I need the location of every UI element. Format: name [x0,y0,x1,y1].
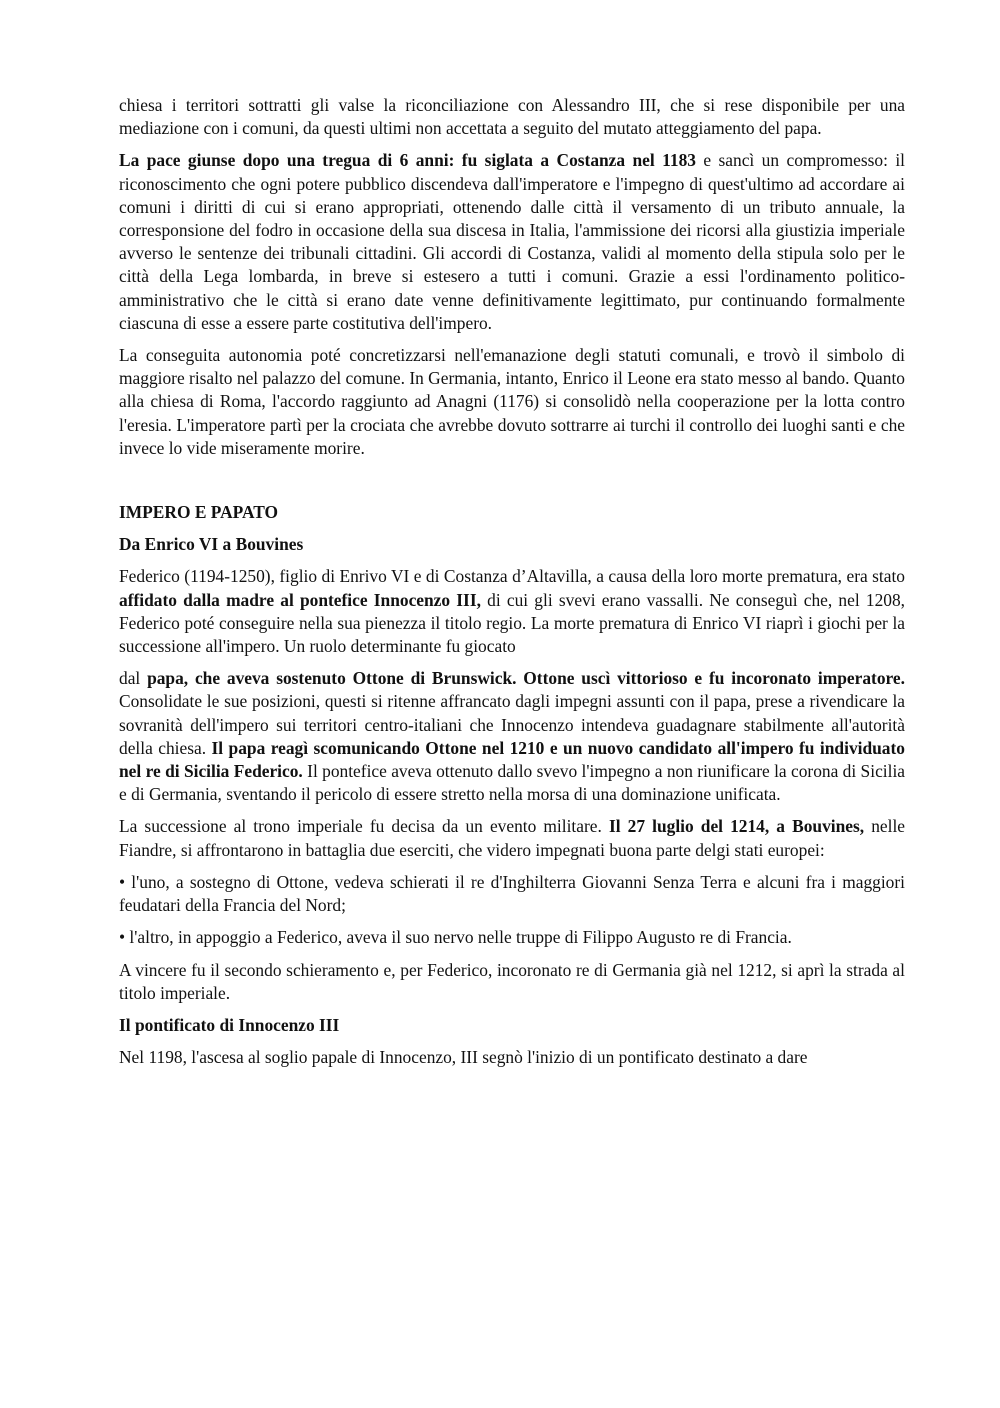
bold-text: Il papa reagì scomunicando Ottone nel 1210 e un nuovo candidato all'impero fu individuato nel re di Sicilia Federico. [119,737,905,782]
body-text: Consolidate le sue posizioni, questi si ritenne affrancato dagli impegni assunti con il papa, prese a rivendicare la sovranità dell'impero sui territori centro-italiani che Innocenzo intendeva guadagnare stabilmente all'autorità della chiesa. [119,691,905,758]
bullet-item-ottone-side: • l'uno, a sostegno di Ottone, vedeva schierati il re d'Inghilterra Giovanni Senza Terra e alcuni fra i maggiori feudatari della Francia del Nord; [119,871,905,916]
body-text: Il pontefice aveva ottenuto dallo svevo l'impegno a non riunificare la corona di Sicilia e di Germania, sventando il pericolo di essere stretto nella morsa di una dominazione unificata. [119,761,905,805]
paragraph-peace-of-constance [119,149,905,335]
body-text: di cui gli svevi erano vassalli. Ne conseguì che, nel 1208, Federico poté conseguire nella sua pienezza il titolo regio. La morte prematura di Enrico VI riaprì i giochi per la successione all'impero. Un ruolo determinante fu giocato [119,589,906,657]
body-text: Federico (1194-1250), figlio di Enrivo VI e di Costanza d’Altavilla, a causa della loro morte prematura, era stato [119,566,905,587]
paragraph-innocenzo-pontificate: Nel 1198, l'ascesa al soglio papale di Innocenzo, III segnò l'inizio di un pontificato destinato a dare [119,1047,808,1068]
paragraph-federico-intro [119,565,905,658]
body-text: La successione al trono imperiale fu decisa da un evento militare. [119,816,609,837]
bullet-item-federico-side: • l'altro, in appoggio a Federico, aveva il suo nervo nelle truppe di Filippo Augusto re di Francia. [119,927,792,948]
subheading-innocenzo: Il pontificato di Innocenzo III [119,1014,340,1035]
paragraph-constance-preamble: chiesa i territori sottratti gli valse la riconciliazione con Alessandro III, che si rese disponibile per una mediazione con i comuni, da questi ultimi non accettata a seguito del mutato atteggiamento del papa. [119,95,905,139]
body-text: nelle Fiandre, si affrontarono in battaglia due eserciti, che videro impegnati buona parte delgi stati europei: [119,816,905,860]
paragraph-ottone [119,667,905,806]
bold-text: La pace giunse dopo una tregua di 6 anni: fu siglata a Costanza nel 1183 [119,150,696,171]
paragraph-victory: A vincere fu il secondo schieramento e, per Federico, incoronato re di Germania già nel 1212, si aprì la strada al titolo imperiale. [119,959,905,1003]
paragraph-communal-autonomy: La conseguita autonomia poté concretizzarsi nell'emanazione degli statuti comunali, e trovò il simbolo di maggiore risalto nel palazzo del comune. In Germania, intanto, Enrico il Leone era stato messo al bando. Quanto alla chiesa di Roma, l'accordo raggiunto ad Anagni (1176) si consolidò nella cooperazione per la lotta contro l'eresia. L'imperatore partì per la crociata che avrebbe dovuto sottrarre ai turchi il controllo dei luoghi santi e che invece lo vide miseramente morire. [119,345,905,458]
bold-text: papa, che aveva sostenuto Ottone di Brunswick. Ottone uscì vittorioso e fu incoronato imperatore. [147,668,905,689]
document-page [119,94,905,1069]
body-text: dal [119,668,148,689]
section-heading: IMPERO E PAPATO [119,502,279,523]
bold-text: affidato dalla madre al pontefice Innocenzo III, [119,589,481,610]
body-text: e sancì un compromesso: il riconoscimento che ogni potere pubblico discendeva dall'imperatore e l'impegno di quest'ultimo ad accordare ai comuni i diritti di cui si erano appropriati, ottenendo dalle città il versamento di un tributo annuale, la corresponsione del fodro in occasione della sua discesa in Italia, l'ammissione dei ricorsi alla giustizia imperiale avverso le sentenze dei tribunali cittadini. Gli accordi di Costanza, validi al momento della stipula solo per le città della Lega lombarda, in breve si estesero a tutti i comuni. Grazie a essi l'ordinamento politico-amministrativo che le città si erano date venne definitivamente legittimato, pur continuando formalmente ciascuna di esse a essere parte costitutiva dell'impero. [119,150,905,333]
paragraph-bouvines-battle [119,815,905,861]
bold-text: Il 27 luglio del 1214, a Bouvines, [608,816,865,837]
subheading-enrico-bouvines: Da Enrico VI a Bouvines [119,534,304,555]
